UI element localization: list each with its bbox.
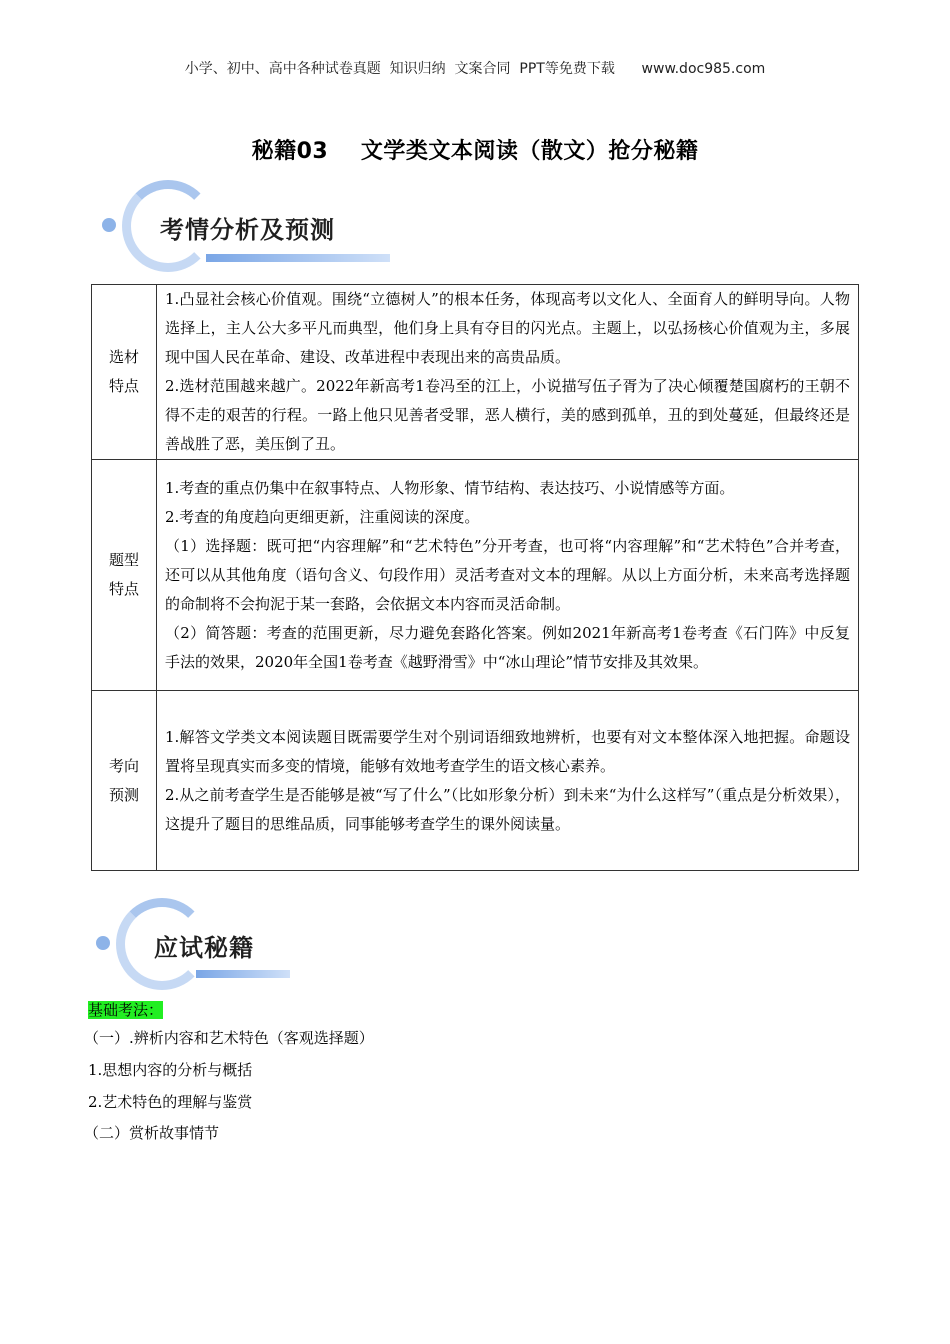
- list-item: （二）赏析故事情节: [84, 1124, 220, 1142]
- row-paragraph: （1）选择题：既可把“内容理解”和“艺术特色”分开考查，也可将“内容理解”和“艺术特色”合并考查，还可以从其他角度（语句含义、句段作用）灵活考查对文本的理解。从以上方面分析，未来高考选择题的命制将不会拘泥于某一套路，会依据文本内容而灵活命制。: [165, 536, 850, 613]
- row-header-line: 题型: [108, 551, 139, 569]
- banner-label: 应试秘籍: [154, 934, 254, 962]
- row-paragraph: （2）简答题：考查的范围更新，尽力避免套路化答案。例如2021年新高考1卷考查《石门阵》中反复手法的效果，2020年全国1卷考查《越野滑雪》中“冰山理论”情节安排及其效果。: [165, 623, 850, 671]
- section-banner-strategy: [92, 898, 312, 988]
- row-header-cell: [92, 691, 157, 871]
- list-item: 1.思想内容的分析与概括: [88, 1061, 253, 1079]
- row-header-line: 预测: [108, 785, 139, 804]
- row-content-cell: [157, 691, 859, 871]
- table-row: [92, 285, 859, 460]
- section-label-highlight: 基础考法：: [88, 1001, 164, 1019]
- banner-dot-icon: [102, 218, 116, 232]
- analysis-table: [91, 284, 859, 871]
- table-row: [92, 460, 859, 691]
- row-header-line: 选材: [108, 348, 139, 366]
- row-header-line: 特点: [108, 580, 139, 598]
- row-content-cell: [157, 285, 859, 460]
- row-content-cell: [157, 460, 859, 691]
- table-row: [92, 691, 859, 871]
- row-header-cell: [92, 285, 157, 460]
- banner-dot-icon: [96, 936, 110, 950]
- row-paragraph: 1.凸显社会核心价值观。围绕“立德树人”的根本任务，体现高考以文化人、全面育人的鲜明导向。人物选择上，主人公大多平凡而典型，他们身上具有夺目的闪光点。主题上，以弘扬核心价值观为主，多展现中国人民在革命、建设、改革进程中表现出来的高贵品质。: [165, 290, 850, 366]
- row-paragraph: 2.考查的角度趋向更细更新，注重阅读的深度。: [165, 507, 480, 526]
- row-header-line: 特点: [108, 377, 139, 395]
- section-label: [88, 1000, 163, 1020]
- row-header-line: 考向: [108, 756, 139, 775]
- banner-underline: [206, 254, 390, 262]
- banner-underline: [196, 970, 290, 978]
- section-banner-analysis: [96, 180, 396, 270]
- row-paragraph: 2.选材范围越来越广。2022年新高考1卷冯至的江上，小说描写伍子胥为了决心倾覆楚国腐朽的王朝不得不走的艰苦的行程。一路上他只见善者受罪，恶人横行，美的感到孤单，丑的到处蔓延，但最终还是善战胜了恶，美压倒了丑。: [165, 377, 850, 453]
- row-paragraph: 2.从之前考查学生是否能够是被“写了什么”（比如形象分析）到未来“为什么这样写”（重点是分析效果），这提升了题目的思维品质，同事能够考查学生的课外阅读量。: [165, 785, 850, 833]
- list-item: （一）.辨析内容和艺术特色（客观选择题）: [84, 1029, 374, 1047]
- row-paragraph: 1.考查的重点仍集中在叙事特点、人物形象、情节结构、表达技巧、小说情感等方面。: [165, 478, 735, 497]
- list-item: 2.艺术特色的理解与鉴赏: [88, 1093, 253, 1111]
- row-paragraph: 1.解答文学类文本阅读题目既需要学生对个别词语细致地辨析，也要有对文本整体深入地把握。命题设置将呈现真实而多变的情境，能够有效地考查学生的语文核心素养。: [165, 727, 850, 775]
- document-title: 秘籍03 文学类文本阅读（散文）抢分秘籍: [251, 139, 699, 164]
- site-header: 小学、初中、高中各种试卷真题 知识归纳 文案合同 PPT等免费下载 www.doc985.com: [184, 61, 766, 77]
- banner-label: 考情分析及预测: [160, 216, 335, 244]
- row-header-cell: [92, 460, 157, 691]
